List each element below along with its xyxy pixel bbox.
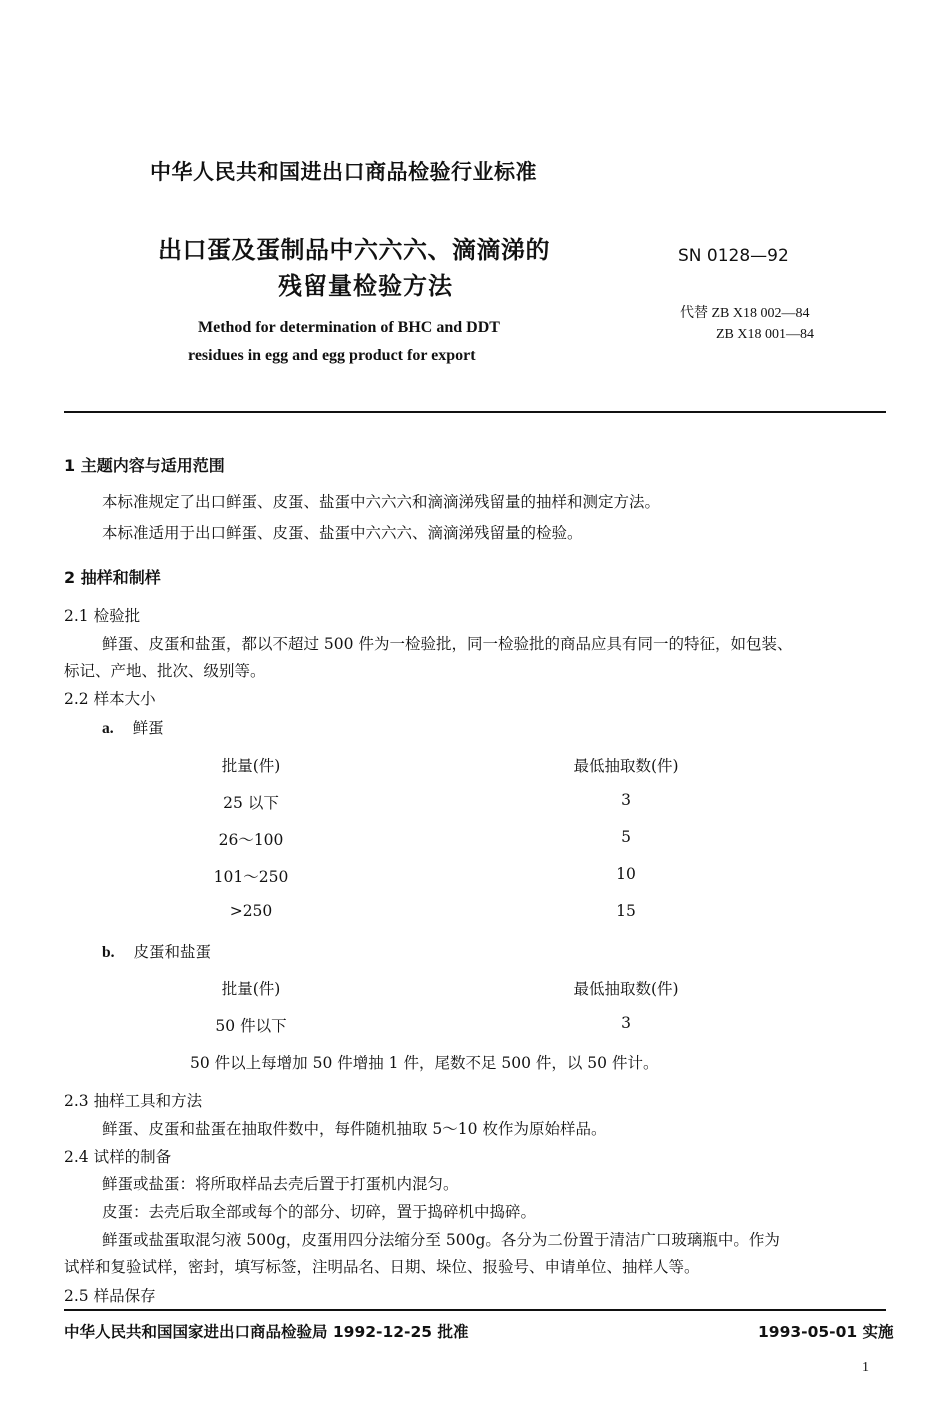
english-title-line1: Method for determination of BHC and DDT <box>198 319 500 336</box>
section-2-3-heading: 2.3 抽样工具和方法 <box>64 1092 203 1110</box>
table-row-batch: 25 以下 <box>223 794 279 812</box>
section-1-heading: 1 主题内容与适用范围 <box>64 456 225 475</box>
replaces-line1: 代替 ZB X18 002—84 <box>680 306 810 321</box>
table-row-min: 3 <box>621 791 631 809</box>
section-2-1-para-line2: 标记、产地、批次、级别等。 <box>64 662 266 680</box>
fresh-egg-label <box>102 716 164 738</box>
table-row-min: 15 <box>616 902 636 920</box>
preserved-egg-label <box>102 940 211 962</box>
table-row-min: 3 <box>621 1014 631 1032</box>
industry-standard-title: 中华人民共和国进出口商品检验行业标准 <box>150 160 537 184</box>
preserved-egg-note: 50 件以上每增加 50 件增抽 1 件，尾数不足 500 件，以 50 件计。 <box>190 1054 659 1072</box>
preserved-col-min-header: 最低抽取数(件) <box>573 980 679 998</box>
section-2-5-heading: 2.5 样品保存 <box>64 1287 156 1305</box>
english-title-line2: residues in egg and egg product for export <box>188 347 476 364</box>
fresh-col-batch-header: 批量(件) <box>221 757 281 775</box>
header-divider <box>64 411 886 413</box>
section-2-4-para1: 鲜蛋或盐蛋：将所取样品去壳后置于打蛋机内混匀。 <box>102 1175 459 1193</box>
table-row-batch: 26～100 <box>218 831 284 849</box>
footer-divider <box>64 1309 886 1311</box>
section-2-4-para3-line1: 鲜蛋或盐蛋取混匀液 500g，皮蛋用四分法缩分至 500g。各分为二份置于清洁广口玻璃瓶中。作为 <box>102 1231 780 1249</box>
section-2-heading: 2 抽样和制样 <box>64 568 161 587</box>
table-row-min: 10 <box>616 865 636 883</box>
fresh-egg-letter: a. <box>102 720 114 737</box>
preserved-col-batch-header: 批量(件) <box>221 980 281 998</box>
approval-text: 中华人民共和国国家进出口商品检验局 1992-12-25 批准 <box>64 1323 469 1341</box>
document-title-line2: 残留量检验方法 <box>278 272 453 300</box>
fresh-col-min-header: 最低抽取数(件) <box>573 757 679 775</box>
table-row-batch: 101～250 <box>213 868 289 886</box>
table-row-min: 5 <box>621 828 631 846</box>
section-2-2-heading: 2.2 样本大小 <box>64 690 156 708</box>
section-2-1-para-line1: 鲜蛋、皮蛋和盐蛋，都以不超过 500 件为一检验批，同一检验批的商品应具有同一的特征，如包装、 <box>102 635 793 653</box>
effective-date: 1993-05-01 实施 <box>758 1323 894 1341</box>
replaces-line2: ZB X18 001—84 <box>716 327 814 342</box>
section-1-para2: 本标准适用于出口鲜蛋、皮蛋、盐蛋中六六六、滴滴涕残留量的检验。 <box>102 524 583 542</box>
fresh-egg-text: 鲜蛋 <box>132 719 164 737</box>
preserved-egg-text: 皮蛋和盐蛋 <box>133 943 211 961</box>
section-2-3-para: 鲜蛋、皮蛋和盐蛋在抽取件数中，每件随机抽取 5～10 枚作为原始样品。 <box>102 1120 607 1138</box>
section-2-4-heading: 2.4 试样的制备 <box>64 1148 172 1166</box>
preserved-egg-letter: b. <box>102 944 115 961</box>
table-row-batch: >250 <box>229 902 273 920</box>
section-2-4-para2: 皮蛋：去壳后取全部或每个的部分、切碎，置于捣碎机中捣碎。 <box>102 1203 537 1221</box>
document-title-line1: 出口蛋及蛋制品中六六六、滴滴涕的 <box>158 236 550 264</box>
page-number: 1 <box>862 1360 869 1375</box>
section-2-1-heading: 2.1 检验批 <box>64 607 141 625</box>
section-1-para1: 本标准规定了出口鲜蛋、皮蛋、盐蛋中六六六和滴滴涕残留量的抽样和测定方法。 <box>102 493 661 511</box>
table-row-batch: 50 件以下 <box>215 1017 287 1035</box>
standard-number: SN 0128—92 <box>678 246 789 266</box>
section-2-4-para3-line2: 试样和复验试样，密封，填写标签，注明品名、日期、垛位、报验号、申请单位、抽样人等。 <box>64 1258 700 1276</box>
